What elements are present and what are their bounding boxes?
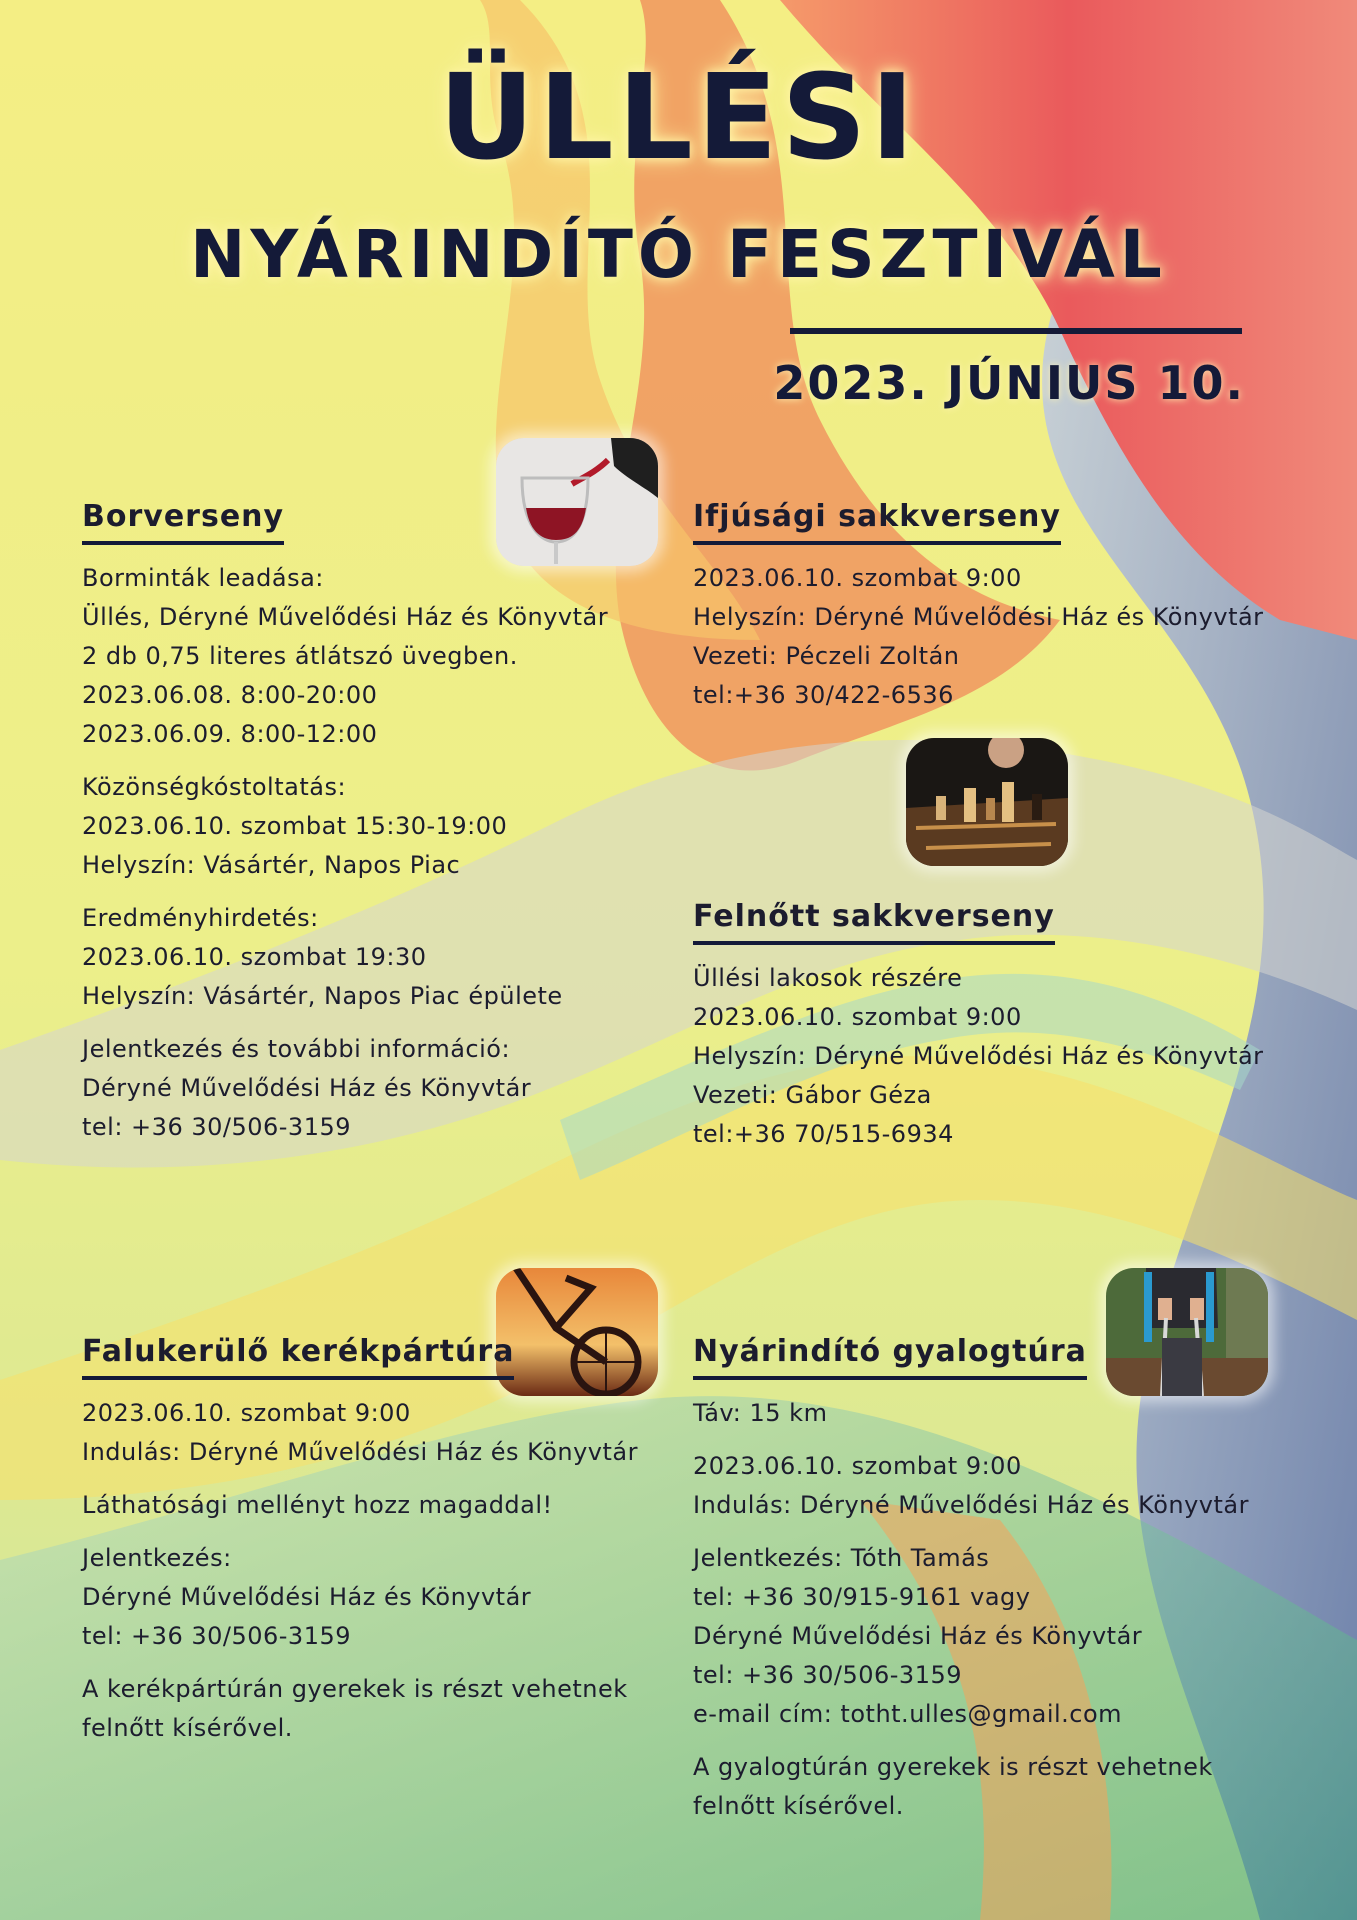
gyalogtura-heading: Nyárindító gyalogtúra: [693, 1334, 1087, 1380]
info-line: Táv: 15 km: [693, 1399, 828, 1427]
info-line: Déryné Művelődési Ház és Könyvtár: [82, 1583, 532, 1611]
info-line: Helyszín: Déryné Művelődési Ház és Könyvtár: [693, 603, 1264, 631]
section-borverseny: [82, 499, 608, 1147]
info-line: 2023.06.10. szombat 9:00: [82, 1399, 411, 1427]
section-kerekpartura: [82, 1334, 638, 1748]
info-line: Indulás: Déryné Művelődési Ház és Könyvtár: [693, 1491, 1249, 1519]
borverseny-heading: Borverseny: [82, 499, 284, 545]
line-gap: [82, 1016, 608, 1030]
info-line: Indulás: Déryné Művelődési Ház és Könyvtár: [82, 1438, 638, 1466]
info-line: tel: +36 30/506-3159: [82, 1622, 352, 1650]
info-line: 2 db 0,75 literes átlátszó üvegben.: [82, 642, 518, 670]
info-line: Déryné Művelődési Ház és Könyvtár: [82, 1074, 532, 1102]
info-line: Vezeti: Gábor Géza: [693, 1081, 932, 1109]
line-gap: [82, 1656, 638, 1670]
info-line: Üllési lakosok részére: [693, 964, 963, 992]
info-line: Helyszín: Vásártér, Napos Piac épülete: [82, 982, 563, 1010]
kerekpartura-body: [82, 1394, 638, 1748]
info-line: Helyszín: Vásártér, Napos Piac: [82, 851, 461, 879]
kerekpartura-heading: Falukerülő kerékpártúra: [82, 1334, 514, 1380]
festival-subtitle: NYÁRINDÍTÓ FESZTIVÁL: [190, 216, 1167, 293]
info-line: tel:+36 70/515-6934: [693, 1120, 954, 1148]
info-line: tel: +36 30/915-9161 vagy: [693, 1583, 1031, 1611]
info-line: felnőtt kísérővel.: [82, 1714, 293, 1742]
info-line: Jelentkezés: Tóth Tamás: [693, 1544, 990, 1572]
info-line: Közönségkóstoltatás:: [82, 773, 347, 801]
borverseny-body: [82, 559, 608, 1147]
line-gap: [82, 1472, 638, 1486]
line-gap: [82, 885, 608, 899]
info-line: Eredményhirdetés:: [82, 904, 319, 932]
info-line: felnőtt kísérővel.: [693, 1792, 904, 1820]
ifjusagi-sakk-body: [693, 559, 1264, 715]
line-gap: [82, 1525, 638, 1539]
felnott-sakk-body: [693, 959, 1264, 1154]
info-line: tel:+36 30/422-6536: [693, 681, 954, 709]
info-line: 2023.06.10. szombat 15:30-19:00: [82, 812, 508, 840]
date-divider: [790, 328, 1242, 334]
info-line: Jelentkezés és további információ:: [82, 1035, 511, 1063]
info-line: Déryné Művelődési Ház és Könyvtár: [693, 1622, 1143, 1650]
info-line: Vezeti: Péczeli Zoltán: [693, 642, 960, 670]
info-line: tel: +36 30/506-3159: [693, 1661, 963, 1689]
info-line: Borminták leadása:: [82, 564, 324, 592]
line-gap: [693, 1525, 1249, 1539]
info-line: Jelentkezés:: [82, 1544, 232, 1572]
info-line: Helyszín: Déryné Művelődési Ház és Könyvtár: [693, 1042, 1264, 1070]
section-felnott-sakk: [693, 899, 1264, 1154]
chess-photo: [906, 738, 1068, 866]
info-line: A kerékpártúrán gyerekek is részt vehetnek: [82, 1675, 628, 1703]
info-line: 2023.06.10. szombat 9:00: [693, 1452, 1022, 1480]
info-line: 2023.06.10. szombat 19:30: [82, 943, 427, 971]
info-line: 2023.06.08. 8:00-20:00: [82, 681, 378, 709]
line-gap: [82, 754, 608, 768]
line-gap: [693, 1734, 1249, 1748]
info-line: 2023.06.10. szombat 9:00: [693, 1003, 1022, 1031]
festival-title: ÜLLÉSI: [438, 48, 919, 186]
section-gyalogtura: [693, 1334, 1249, 1826]
info-line: 2023.06.10. szombat 9:00: [693, 564, 1022, 592]
info-line: e-mail cím: totht.ulles@gmail.com: [693, 1700, 1123, 1728]
ifjusagi-sakk-heading: Ifjúsági sakkverseny: [693, 499, 1061, 545]
info-line: Láthatósági mellényt hozz magaddal!: [82, 1491, 553, 1519]
section-ifjusagi-sakk: [693, 499, 1264, 715]
info-line: tel: +36 30/506-3159: [82, 1113, 352, 1141]
felnott-sakk-heading: Felnőtt sakkverseny: [693, 899, 1055, 945]
info-line: 2023.06.09. 8:00-12:00: [82, 720, 378, 748]
info-line: Üllés, Déryné Művelődési Ház és Könyvtár: [82, 603, 609, 631]
line-gap: [693, 1433, 1249, 1447]
festival-date: 2023. JÚNIUS 10.: [773, 356, 1245, 410]
gyalogtura-body: [693, 1394, 1249, 1826]
info-line: A gyalogtúrán gyerekek is részt vehetnek: [693, 1753, 1213, 1781]
